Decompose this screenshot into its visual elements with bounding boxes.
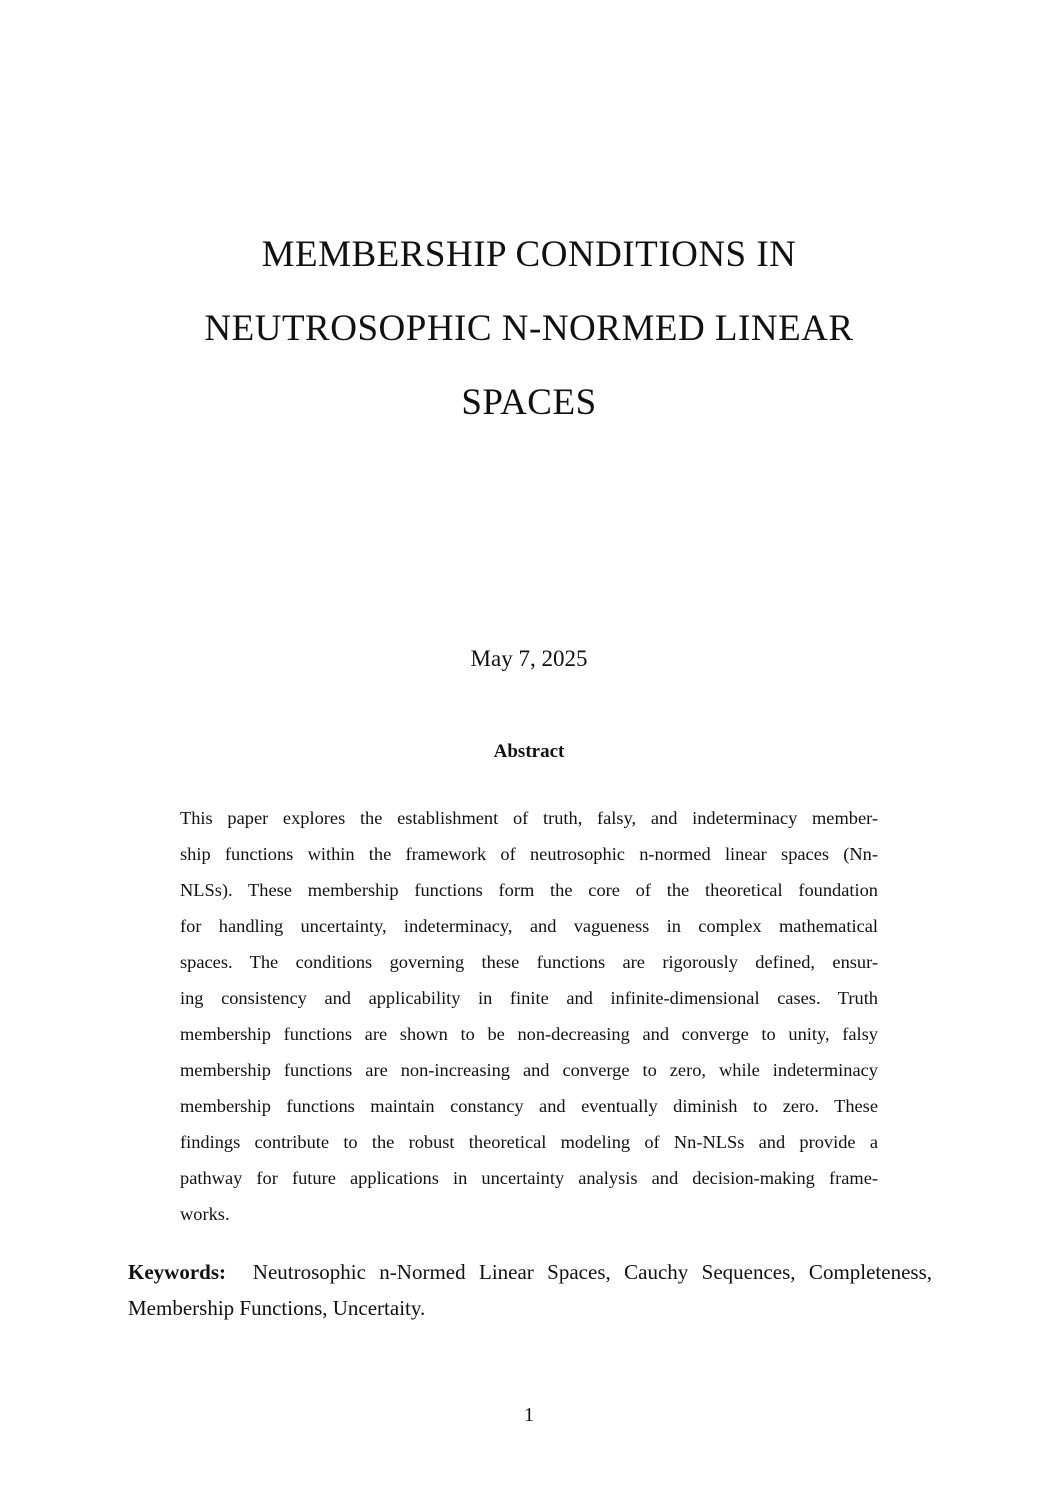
abstract-line: This paper explores the establishment of truth, falsy, and indeterminacy member-: [180, 808, 878, 828]
abstract-heading: Abstract: [493, 741, 565, 762]
abstract-line: membership functions are shown to be non-decreasing and converge to unity, falsy: [180, 1024, 878, 1044]
abstract-line: ing consistency and applicability in finite and infinite-dimensional cases. Truth: [180, 988, 878, 1008]
abstract-line: membership functions are non-increasing and converge to zero, while indeterminacy: [180, 1060, 878, 1080]
abstract-body: [180, 800, 878, 1232]
paper-title: [100, 218, 958, 440]
abstract-line: NLSs). These membership functions form the core of the theoretical foundation: [180, 880, 878, 900]
abstract-line: spaces. The conditions governing these functions are rigorously defined, ensur-: [180, 952, 878, 972]
keywords: [128, 1254, 932, 1326]
title-line: NEUTROSOPHIC N-NORMED LINEAR: [204, 308, 854, 349]
abstract-line: membership functions maintain constancy and eventually diminish to zero. These: [180, 1096, 878, 1116]
title-line: MEMBERSHIP CONDITIONS IN: [261, 234, 797, 275]
paper-date: May 7, 2025: [470, 646, 588, 671]
abstract-line: works.: [180, 1204, 230, 1224]
abstract-line: pathway for future applications in uncertainty analysis and decision-making frame-: [180, 1168, 878, 1188]
keywords-line: [128, 1254, 932, 1290]
keywords-text: Neutrosophic n-Normed Linear Spaces, Cauchy Sequences, Completeness,: [252, 1260, 932, 1284]
abstract-line: for handling uncertainty, indeterminacy, and vagueness in complex mathematical: [180, 916, 878, 936]
title-line: SPACES: [461, 382, 597, 423]
abstract-line: ship functions within the framework of neutrosophic n-normed linear spaces (Nn-: [180, 844, 878, 864]
keywords-line: Membership Functions, Uncertaity.: [128, 1296, 426, 1320]
page-number: 1: [524, 1404, 534, 1426]
keywords-label: Keywords:: [128, 1260, 226, 1284]
abstract-line: findings contribute to the robust theoretical modeling of Nn-NLSs and provide a: [180, 1132, 878, 1152]
